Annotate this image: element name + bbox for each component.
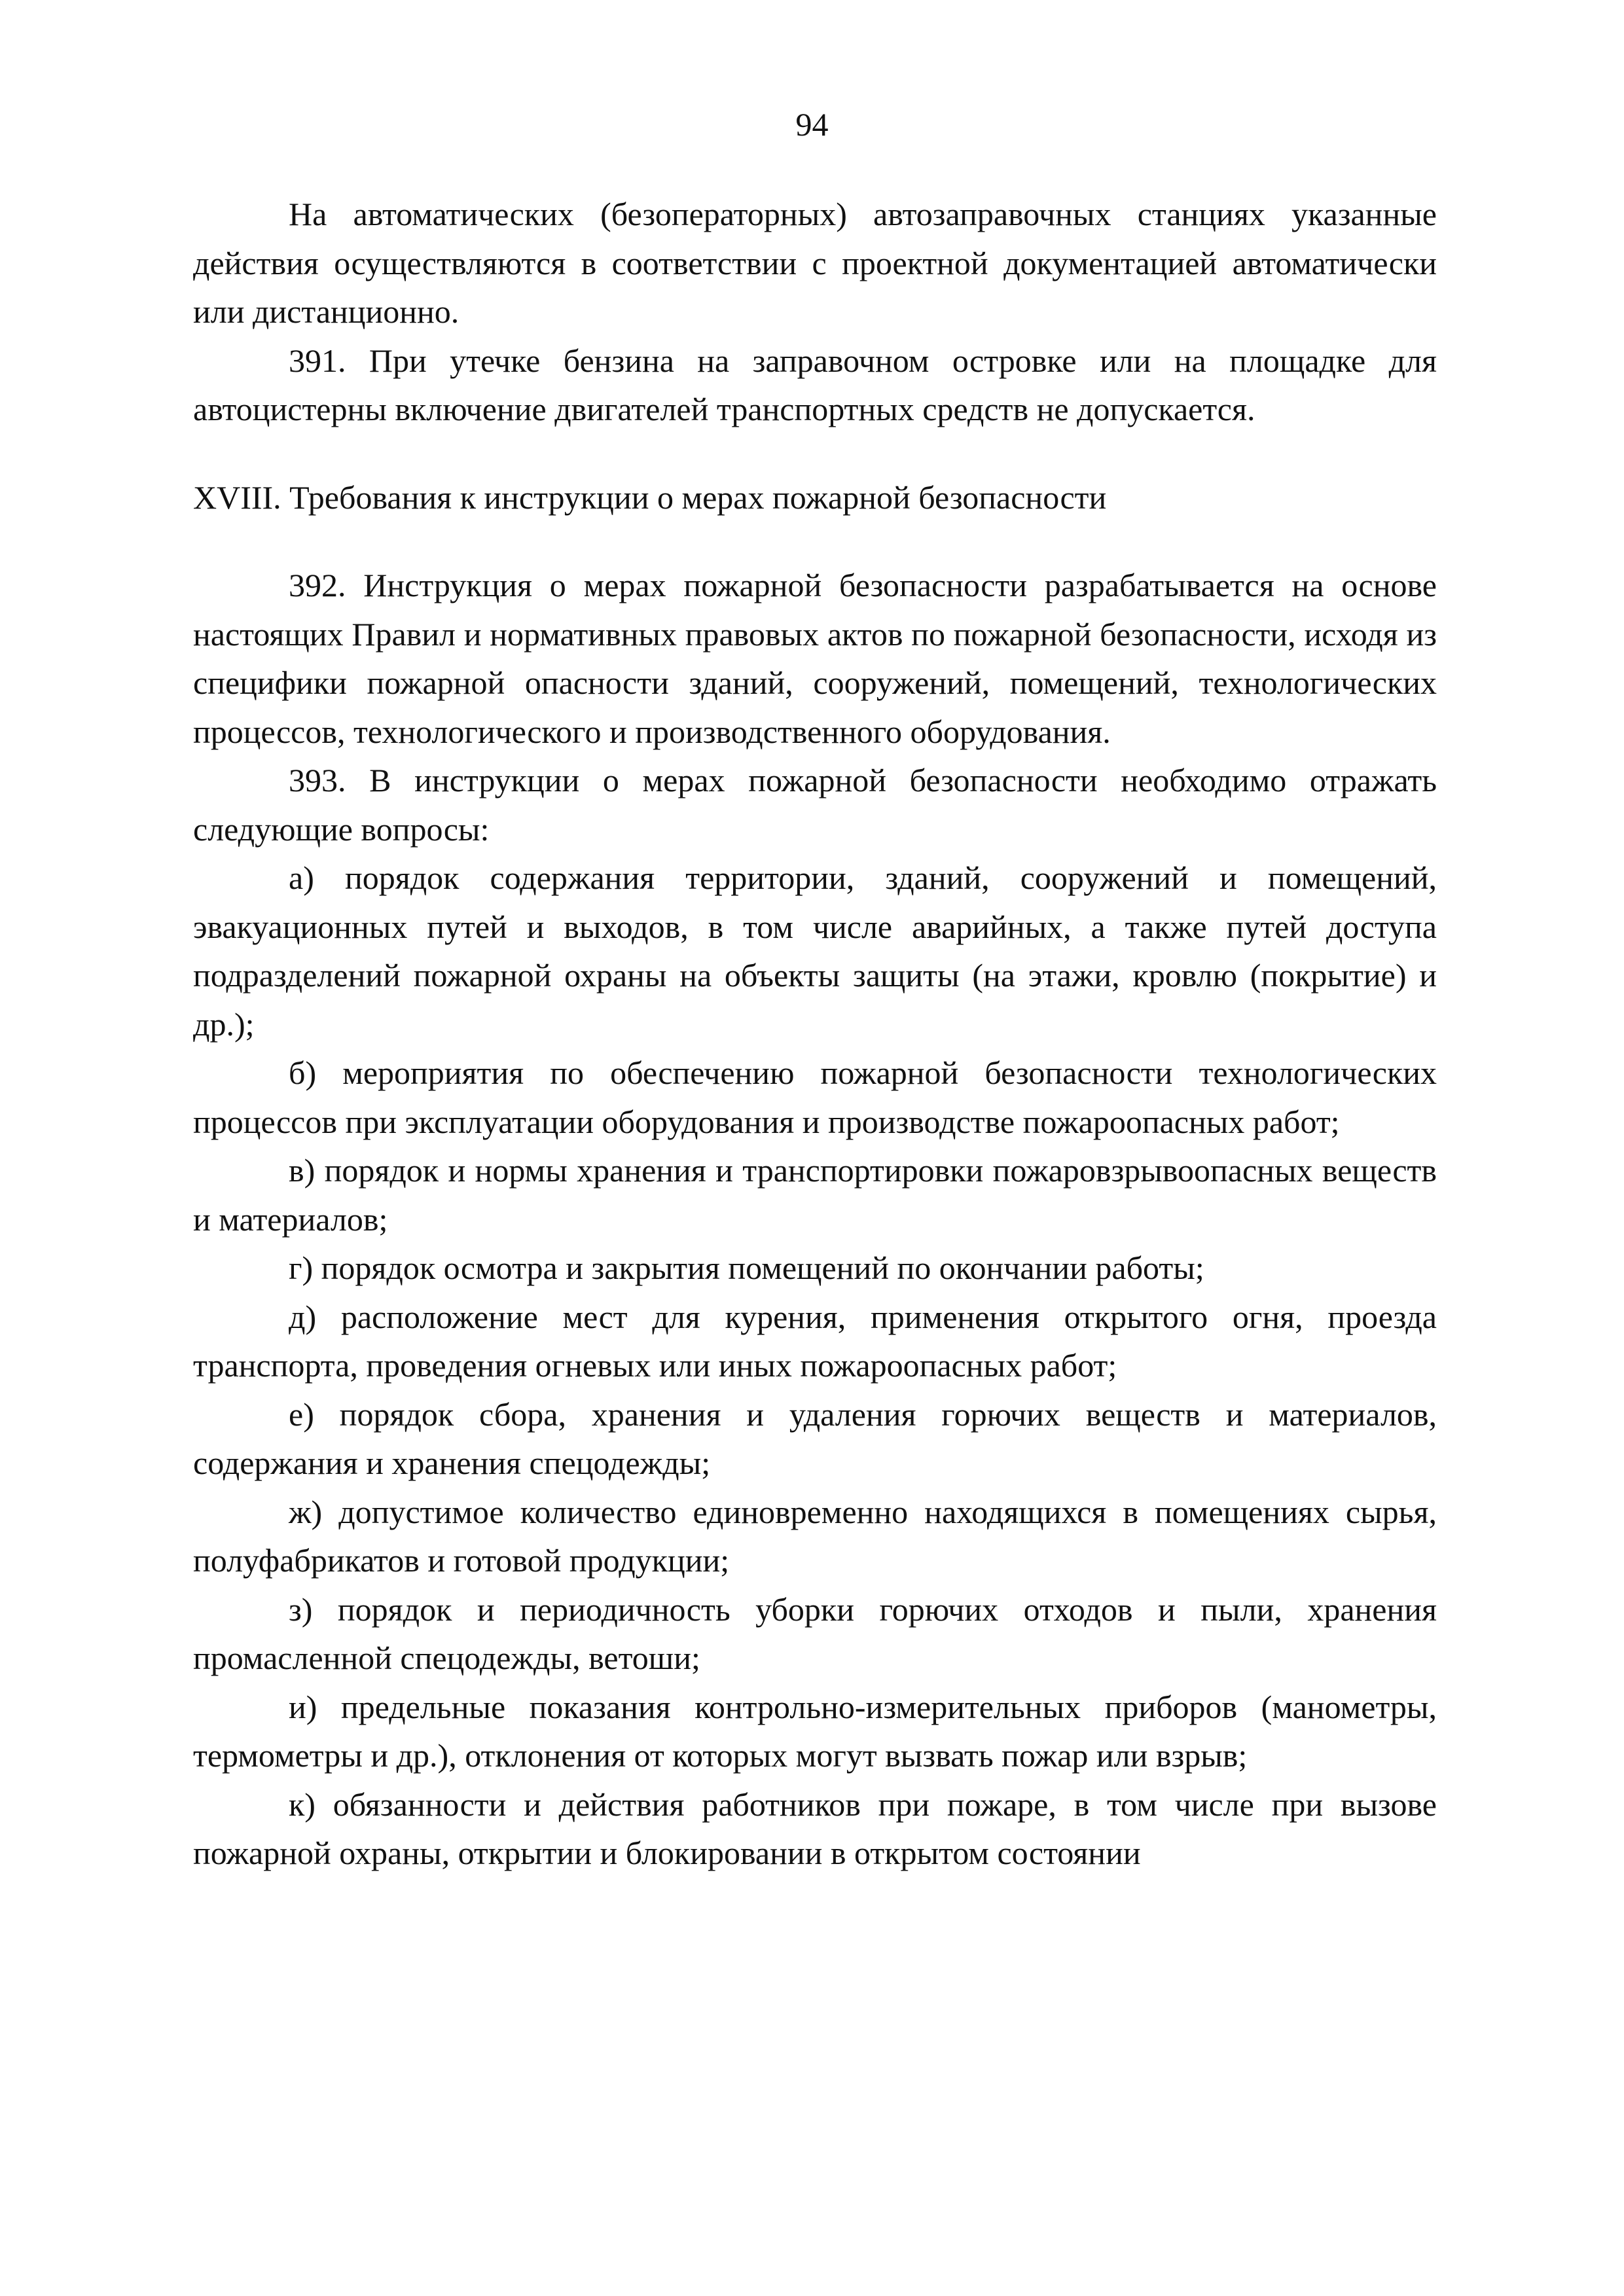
list-item: и) предельные показания контрольно-измерительных приборов (манометры, термометры и др.), отклонения от которых могут вызвать пожар или взрыв; (193, 1688, 1437, 1774)
list-item: к) обязанности и действия работников при пожаре, в том числе при вызове пожарной охраны, открытии и блокировании в открытом состоянии (193, 1785, 1437, 1871)
list-item: д) расположение мест для курения, применения открытого огня, проезда транспорта, проведения огневых или иных пожароопасных работ; (193, 1298, 1437, 1384)
section-heading: XVIII. Требования к инструкции о мерах пожарной безопасности (193, 478, 1107, 516)
page-number: 94 (795, 106, 829, 143)
paragraph-392: 392. Инструкция о мерах пожарной безопасности разрабатывается на основе настоящих Правил и нормативных правовых актов по пожарной безопасности, исходя из специфики пожарной опасности зданий, сооружений, помещений, технологических процессов, технологического и производственного оборудования. (193, 567, 1437, 750)
list-item: з) порядок и периодичность уборки горючих отходов и пыли, хранения промасленной спецодежды, ветоши; (193, 1590, 1437, 1676)
list-item: е) порядок сбора, хранения и удаления горючих веществ и материалов, содержания и хранения спецодежды; (193, 1395, 1437, 1481)
list-item: в) порядок и нормы хранения и транспортировки пожаровзрывоопасных веществ и материалов; (193, 1152, 1437, 1238)
document-body (193, 190, 1437, 1878)
requirements-list (193, 853, 1437, 1878)
paragraph-391: 391. При утечке бензина на заправочном островке или на площадке для автоцистерны включение двигателей транспортных средств не допускается. (193, 342, 1437, 427)
list-item: а) порядок содержания территории, зданий, сооружений и помещений, эвакуационных путей и выходов, в том числе аварийных, а также путей доступа подразделений пожарной охраны на объекты защиты (на этажи, кровлю (покрытие) и др.); (193, 859, 1437, 1043)
list-item: ж) допустимое количество единовременно находящихся в помещениях сырья, полуфабрикатов и готовой продукции; (193, 1493, 1437, 1579)
list-item: б) мероприятия по обеспечению пожарной безопасности технологических процессов при эксплуатации оборудования и производстве пожароопасных работ; (193, 1054, 1437, 1140)
paragraph-393: 393. В инструкции о мерах пожарной безопасности необходимо отражать следующие вопросы: (193, 762, 1437, 848)
list-item: г) порядок осмотра и закрытия помещений по окончании работы; (289, 1249, 1204, 1286)
paragraph-intro: На автоматических (безоператорных) автозаправочных станциях указанные действия осуществляются в соответствии с проектной документацией автоматически или дистанционно. (193, 196, 1437, 330)
